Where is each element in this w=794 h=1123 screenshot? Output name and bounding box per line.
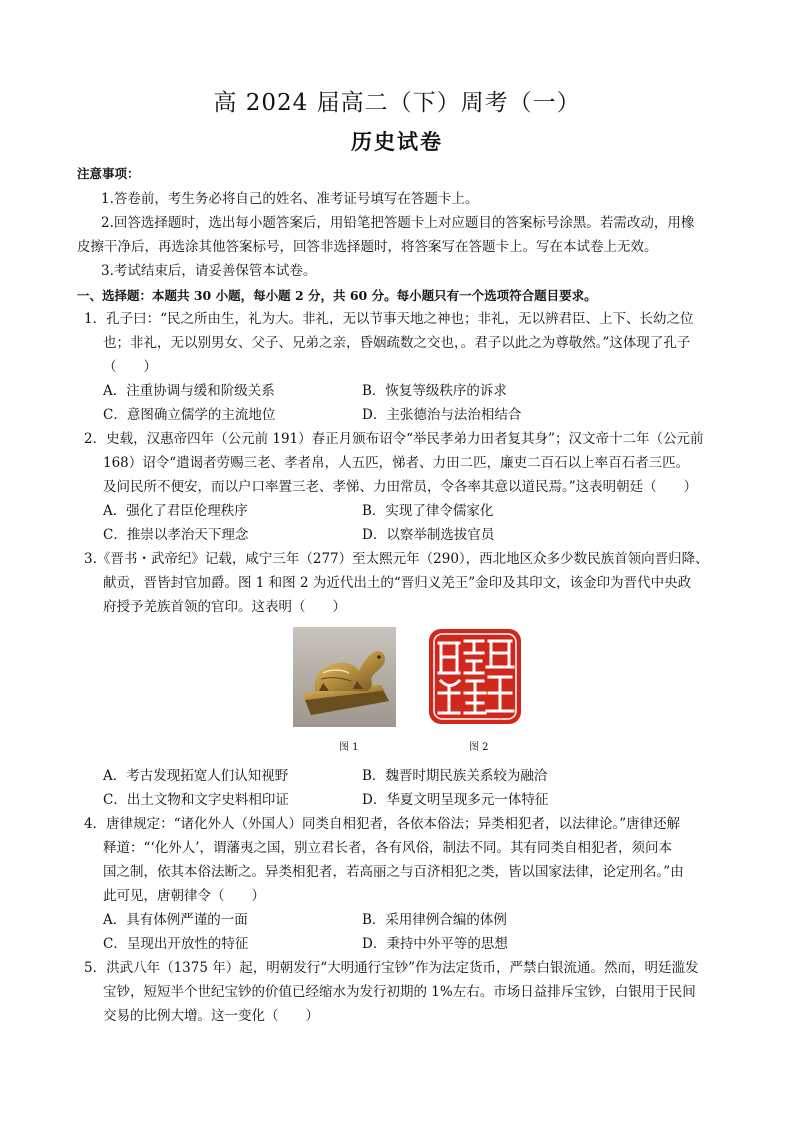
question-line: 4．唐律规定：“诸化外人（外国人）同类自相犯者，各依本俗法；异类相犯者，以法律论。”唐律还解 [84, 816, 681, 832]
option-a: A．强化了君臣伦理秩序 [103, 503, 248, 519]
option-d: D．华夏文明呈现多元一体特征 [362, 792, 549, 808]
option-c: C．推崇以孝治天下理念 [103, 527, 249, 543]
option-b: B．实现了律令儒家化 [362, 503, 494, 519]
section-heading: 一、选择题：本题共 30 小题，每小题 2 分，共 60 分。每小题只有一个选项符合题目要求。 [77, 288, 597, 303]
option-c: C．意图确立儒学的主流地位 [103, 407, 276, 423]
gold-seal-photo [293, 627, 396, 727]
figure-caption: 图 2 [469, 742, 489, 753]
question-line: 168）诏令“遣谒者劳赐三老、孝者帛，人五匹，悌者、力田二匹，廉吏二百石以上率百石者三匹。 [103, 455, 690, 471]
option-c: C．呈现出开放性的特征 [103, 936, 249, 952]
page-title: 高 2024 届高二（下）周考（一） [213, 90, 581, 116]
question-line: 2．史载，汉惠帝四年（公元前 191）春正月颁布诏令“举民孝弟力田者复其身”；汉文帝十二年（公元前 [84, 431, 704, 447]
option-d: D．秉持中外平等的思想 [362, 936, 508, 952]
question-line: 也；非礼，无以别男女、父子、兄弟之亲，昏姻疏数之交也，。君子以此之为尊敬然。”这体现了孔子 [103, 335, 691, 351]
question-line: 府授予羌族首领的官印。这表明（ ） [103, 599, 346, 615]
question-line: 释道：“‘化外人’，谓藩夷之国，别立君长者，各有风俗，制法不同。其有同类自相犯者，须问本 [103, 840, 672, 856]
option-a: A．注重协调与缓和阶级关系 [103, 383, 275, 399]
option-a: A．具有体例严谨的一面 [103, 912, 248, 928]
option-b: B．采用律例合编的体例 [362, 912, 507, 928]
option-a: A．考古发现拓宽人们认知视野 [103, 768, 289, 784]
question-line: 1．孔子曰：“民之所由生，礼为大。非礼，无以节事天地之神也；非礼，无以辨君臣、上下、长幼之位 [84, 311, 694, 327]
question-line: 国之制，依其本俗法断之。异类相犯者，若高丽之与百济相犯之类，皆以国家法律，论定刑名。”由 [103, 864, 684, 880]
question-line: 及问民所不便安，而以户口率置三老、孝悌、力田常员，令各率其意以道民焉。”这表明朝廷（ ） [103, 479, 698, 495]
question-line: 宝钞，短短半个世纪宝钞的价值已经缩水为发行初期的 1%左右。市场日益排斥宝钞，白银用于民间 [103, 984, 696, 1000]
option-d: D．以察举制选拔官员 [362, 527, 495, 543]
question-line: 此可见，唐朝律令（ ） [103, 888, 265, 904]
seal-impression [427, 627, 523, 726]
notice-item: 2.回答选择题时，选出每小题答案后，用铅笔把答题卡上对应题目的答案标号涂黑。若需改动，用橡 [101, 215, 695, 231]
option-c: C．出土文物和文字史料相印证 [103, 792, 289, 808]
notice-item: 1.答卷前，考生务必将自己的姓名、准考证号填写在答题卡上。 [101, 191, 479, 207]
notice-item: 皮擦干净后，再选涂其他答案标号，回答非选择题时，将答案写在答题卡上。写在本试卷上无效。 [77, 239, 658, 255]
figure-caption: 图 1 [339, 742, 359, 753]
option-d: D．主张德治与法治相结合 [362, 407, 522, 423]
notice-item: 3.考试结束后，请妥善保管本试卷。 [101, 263, 317, 279]
page-subtitle: 历史试卷 [351, 129, 443, 154]
question-line: 5．洪武八年（1375 年）起，明朝发行“大明通行宝钞”作为法定货币，严禁白银流通。然而，明廷滥发 [84, 960, 699, 976]
question-line: （ ） [103, 359, 157, 375]
option-b: B．魏晋时期民族关系较为融洽 [362, 768, 548, 784]
option-b: B．恢复等级秩序的诉求 [362, 383, 507, 399]
question-line: 3.《晋书・武帝纪》记载，咸宁三年（277）至太熙元年（290），西北地区众多少数民族首领向晋归降、 [84, 551, 709, 567]
question-line: 献贡，晋皆封官加爵。图 1 和图 2 为近代出土的“晋归义羌王”金印及其印文，该金印为晋代中央政 [103, 575, 692, 591]
question-line: 交易的比例大增。这一变化（ ） [103, 1008, 319, 1024]
notice-heading: 注意事项： [77, 166, 140, 181]
